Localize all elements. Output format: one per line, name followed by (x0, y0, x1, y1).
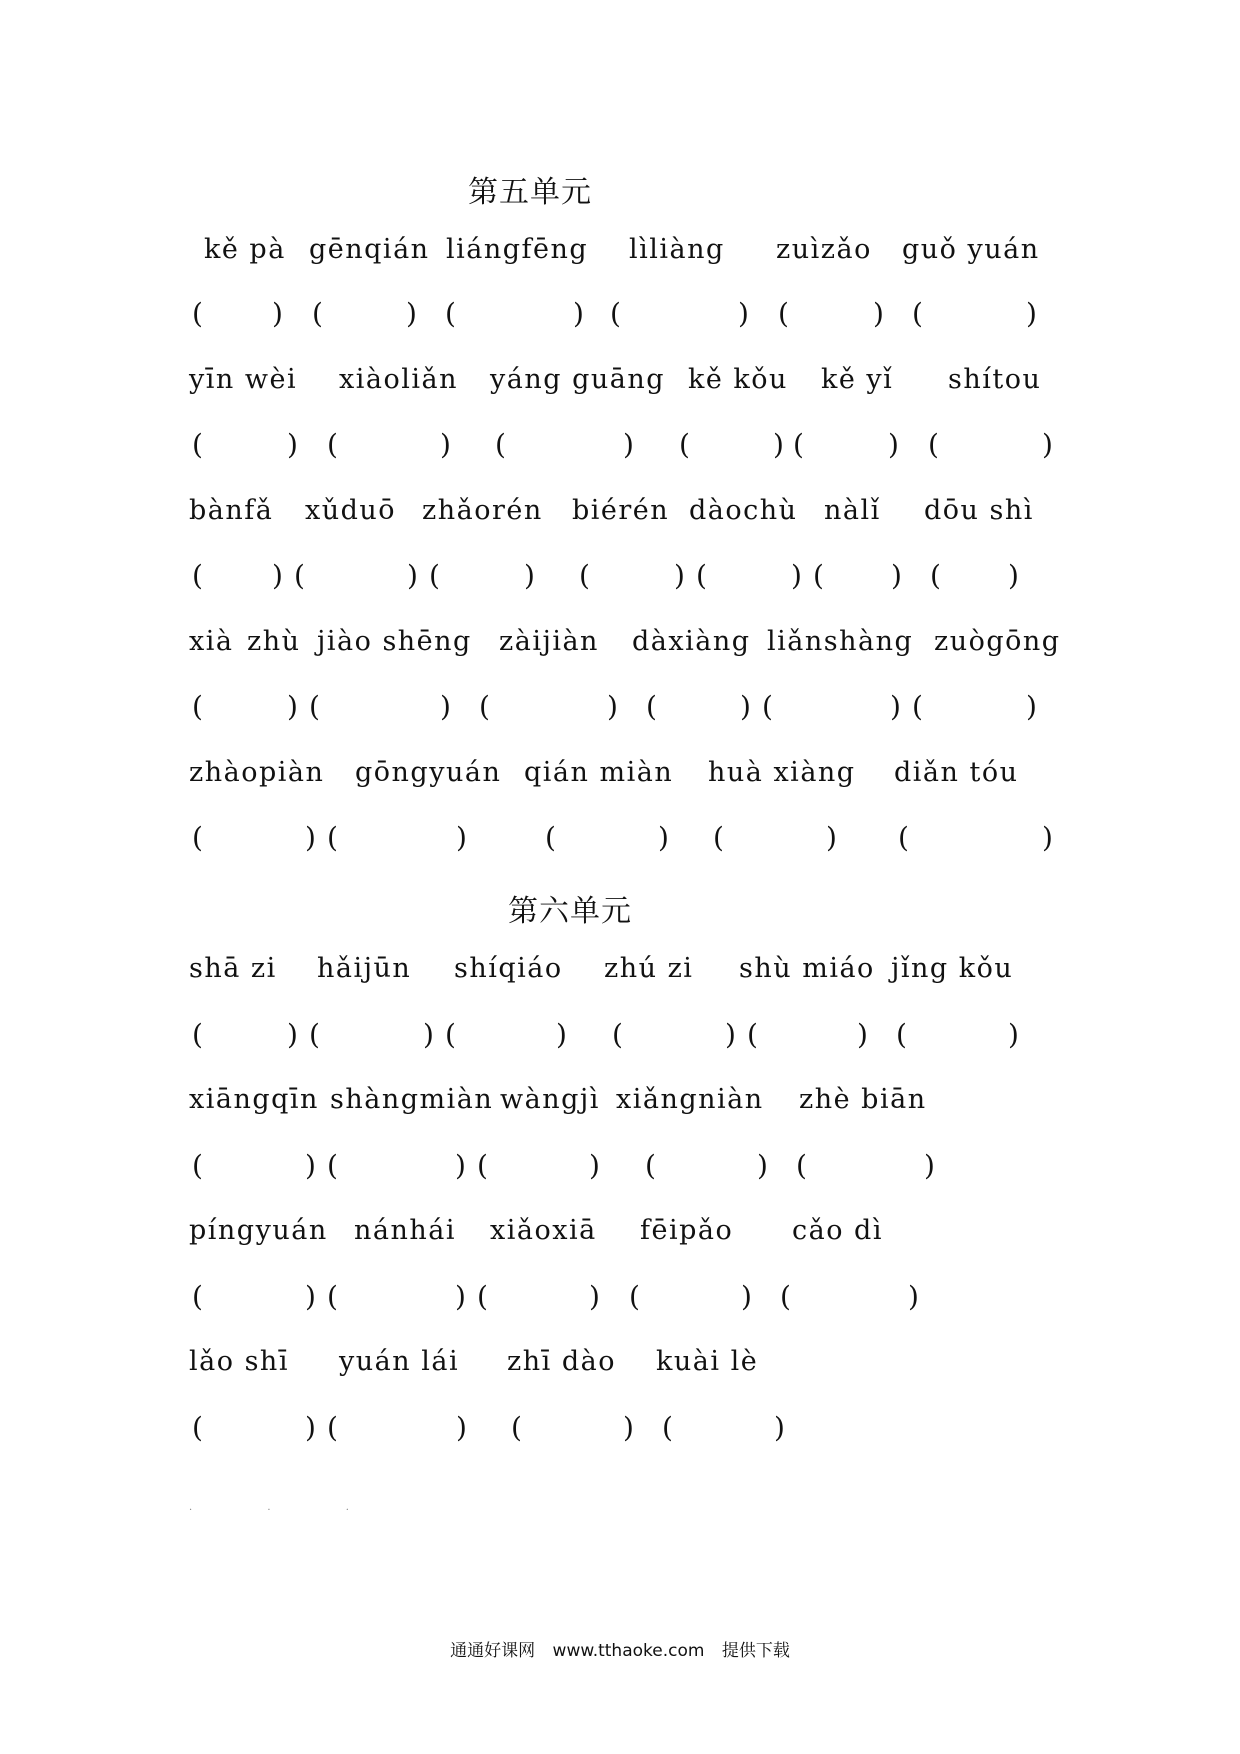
close-paren: ) (455, 1280, 466, 1313)
open-paren: ( (679, 428, 690, 461)
open-paren: ( (477, 1280, 488, 1313)
pinyin-word: shàngmiàn (330, 1084, 494, 1115)
pinyin-word: xià (189, 626, 234, 657)
footer-url: www.tthaoke.com (552, 1641, 705, 1661)
close-paren: ) (305, 1149, 316, 1182)
close-paren: ) (287, 1018, 298, 1051)
open-paren: ( (646, 690, 657, 723)
open-paren: ( (309, 690, 320, 723)
pinyin-word: zuògōng (934, 626, 1061, 657)
open-paren: ( (192, 297, 203, 330)
open-paren: ( (192, 821, 203, 854)
pinyin-word: shíqiáo (454, 953, 563, 984)
open-paren: ( (192, 1411, 203, 1444)
open-paren: ( (813, 559, 824, 592)
pinyin-word: zhī dào (507, 1346, 616, 1377)
close-paren: ) (1026, 297, 1037, 330)
pinyin-word: xiàoliǎn (339, 364, 458, 395)
close-paren: ) (1008, 559, 1019, 592)
close-paren: ) (791, 559, 802, 592)
close-paren: ) (924, 1149, 935, 1182)
open-paren: ( (327, 821, 338, 854)
footer-site-name: 通通好课网 (450, 1641, 536, 1661)
pinyin-word: dàxiàng (632, 626, 751, 657)
pinyin-word: zhè biān (799, 1084, 927, 1115)
pinyin-word: yuán lái (339, 1346, 460, 1377)
open-paren: ( (928, 428, 939, 461)
pinyin-word: zhù (247, 626, 301, 657)
pinyin-word: liángfēng (446, 234, 589, 265)
open-paren: ( (912, 690, 923, 723)
close-paren: ) (741, 1280, 752, 1313)
open-paren: ( (495, 428, 506, 461)
pinyin-word: hǎijūn (317, 953, 412, 984)
footer-suffix: 提供下载 (721, 1641, 790, 1661)
pinyin-word: nàlǐ (824, 495, 881, 526)
pinyin-word: xiāngqīn (189, 1084, 319, 1115)
open-paren: ( (610, 297, 621, 330)
close-paren: ) (440, 690, 451, 723)
pinyin-word: dàochù (689, 495, 798, 526)
open-paren: ( (612, 1018, 623, 1051)
pinyin-word: jiào shēng (317, 626, 472, 657)
open-paren: ( (445, 1018, 456, 1051)
open-paren: ( (662, 1411, 673, 1444)
open-paren: ( (645, 1149, 656, 1182)
pinyin-word: biérén (572, 495, 670, 526)
page-footer (0, 1636, 1240, 1661)
open-paren: ( (192, 428, 203, 461)
close-paren: ) (826, 821, 837, 854)
open-paren: ( (796, 1149, 807, 1182)
pinyin-word: zhǎorén (422, 495, 543, 526)
open-paren: ( (309, 1018, 320, 1051)
close-paren: ) (857, 1018, 868, 1051)
pinyin-word: fēipǎo (640, 1215, 734, 1246)
close-paren: ) (1042, 821, 1053, 854)
pinyin-word: xiǎoxiā (490, 1215, 597, 1246)
close-paren: ) (890, 690, 901, 723)
close-paren: ) (305, 1280, 316, 1313)
close-paren: ) (888, 428, 899, 461)
close-paren: ) (873, 297, 884, 330)
pinyin-word: diǎn tóu (894, 757, 1019, 788)
open-paren: ( (312, 297, 323, 330)
open-paren: ( (192, 1018, 203, 1051)
pinyin-word: lǎo shī (189, 1346, 289, 1377)
close-paren: ) (1008, 1018, 1019, 1051)
close-paren: ) (774, 1411, 785, 1444)
pinyin-word: bànfǎ (189, 495, 274, 526)
scan-dots: · · · (189, 1505, 385, 1516)
pinyin-word: kuài lè (656, 1346, 759, 1377)
pinyin-word: dōu shì (924, 495, 1034, 526)
pinyin-word: cǎo dì (792, 1215, 883, 1246)
close-paren: ) (725, 1018, 736, 1051)
close-paren: ) (456, 1411, 467, 1444)
close-paren: ) (623, 428, 634, 461)
open-paren: ( (327, 428, 338, 461)
pinyin-word: zhàopiàn (189, 757, 325, 788)
close-paren: ) (757, 1149, 768, 1182)
close-paren: ) (456, 821, 467, 854)
open-paren: ( (192, 1149, 203, 1182)
close-paren: ) (524, 559, 535, 592)
close-paren: ) (287, 690, 298, 723)
pinyin-word: nánhái (354, 1215, 456, 1246)
open-paren: ( (930, 559, 941, 592)
pinyin-word: gēnqián (309, 234, 430, 265)
open-paren: ( (780, 1280, 791, 1313)
pinyin-word: wàngjì (500, 1084, 600, 1115)
open-paren: ( (778, 297, 789, 330)
close-paren: ) (272, 297, 283, 330)
pinyin-word: guǒ yuán (902, 234, 1040, 265)
unit6-title: 第六单元 (508, 894, 632, 929)
close-paren: ) (440, 428, 451, 461)
close-paren: ) (589, 1280, 600, 1313)
close-paren: ) (305, 1411, 316, 1444)
close-paren: ) (658, 821, 669, 854)
close-paren: ) (891, 559, 902, 592)
open-paren: ( (327, 1280, 338, 1313)
pinyin-word: xǔduō (305, 495, 397, 526)
close-paren: ) (738, 297, 749, 330)
close-paren: ) (773, 428, 784, 461)
pinyin-word: zàijiàn (499, 626, 599, 657)
pinyin-word: yīn wèi (189, 364, 298, 395)
pinyin-word: shā zi (189, 953, 277, 984)
close-paren: ) (740, 690, 751, 723)
close-paren: ) (573, 297, 584, 330)
pinyin-word: xiǎngniàn (616, 1084, 764, 1115)
open-paren: ( (762, 690, 773, 723)
open-paren: ( (192, 690, 203, 723)
close-paren: ) (305, 821, 316, 854)
pinyin-word: liǎnshàng (767, 626, 914, 657)
pinyin-word: shù miáo (739, 953, 875, 984)
close-paren: ) (674, 559, 685, 592)
open-paren: ( (477, 1149, 488, 1182)
pinyin-word: kě kǒu (688, 364, 788, 395)
pinyin-word: huà xiàng (708, 757, 856, 788)
open-paren: ( (511, 1411, 522, 1444)
pinyin-word: kě yǐ (821, 364, 894, 395)
open-paren: ( (327, 1411, 338, 1444)
close-paren: ) (455, 1149, 466, 1182)
open-paren: ( (696, 559, 707, 592)
pinyin-word: zhú zi (604, 953, 694, 984)
open-paren: ( (445, 297, 456, 330)
close-paren: ) (556, 1018, 567, 1051)
pinyin-word: lìliàng (629, 234, 725, 265)
close-paren: ) (1042, 428, 1053, 461)
close-paren: ) (423, 1018, 434, 1051)
close-paren: ) (908, 1280, 919, 1313)
pinyin-word: jǐng kǒu (891, 953, 1014, 984)
open-paren: ( (629, 1280, 640, 1313)
pinyin-word: qián miàn (524, 757, 674, 788)
open-paren: ( (479, 690, 490, 723)
open-paren: ( (747, 1018, 758, 1051)
close-paren: ) (623, 1411, 634, 1444)
open-paren: ( (192, 559, 203, 592)
open-paren: ( (898, 821, 909, 854)
pinyin-word: zuìzǎo (776, 234, 872, 265)
pinyin-word: kě pà (204, 234, 286, 265)
close-paren: ) (287, 428, 298, 461)
close-paren: ) (407, 559, 418, 592)
open-paren: ( (912, 297, 923, 330)
open-paren: ( (294, 559, 305, 592)
pinyin-word: yáng guāng (490, 364, 666, 395)
open-paren: ( (545, 821, 556, 854)
unit5-title: 第五单元 (468, 175, 592, 210)
close-paren: ) (607, 690, 618, 723)
pinyin-word: gōngyuán (355, 757, 502, 788)
open-paren: ( (793, 428, 804, 461)
open-paren: ( (429, 559, 440, 592)
pinyin-word: píngyuán (189, 1215, 328, 1246)
close-paren: ) (272, 559, 283, 592)
open-paren: ( (713, 821, 724, 854)
open-paren: ( (192, 1280, 203, 1313)
close-paren: ) (1026, 690, 1037, 723)
open-paren: ( (896, 1018, 907, 1051)
close-paren: ) (406, 297, 417, 330)
open-paren: ( (327, 1149, 338, 1182)
pinyin-word: shítou (948, 364, 1042, 395)
open-paren: ( (579, 559, 590, 592)
close-paren: ) (589, 1149, 600, 1182)
